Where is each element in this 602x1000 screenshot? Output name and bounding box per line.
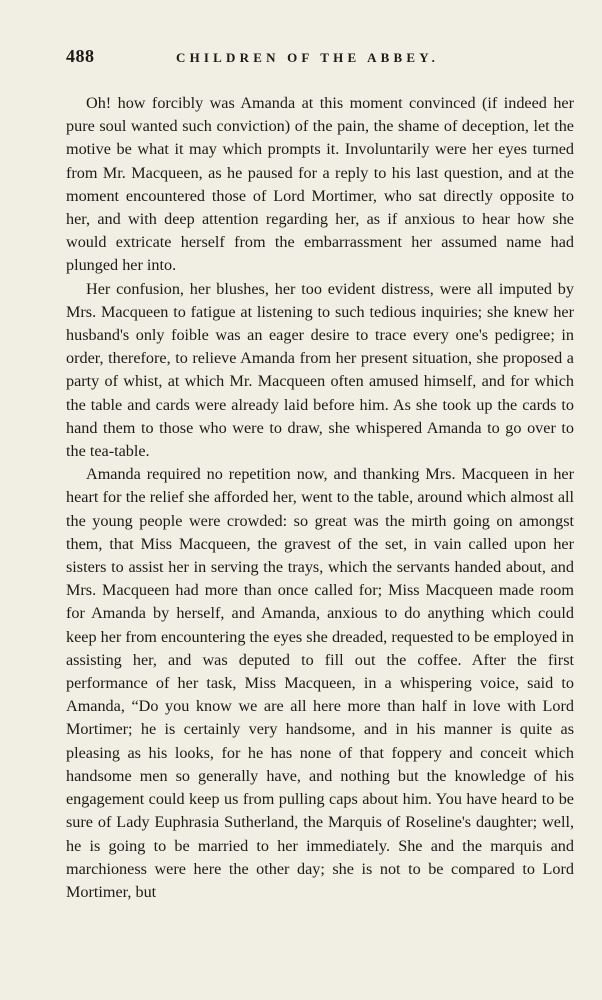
paragraph: Oh! how forcibly was Amanda at this moment convinced (if indeed her pure soul wanted such conviction) of the pain, the shame of deception, let the motive be what it may which prompts it. Involuntarily were her eyes turned from Mr. Macqueen, as he paused for a reply to his last question, and at the moment encountered those of Lord Mortimer, who sat directly opposite to her, and with deep attention regarding her, as if anxious to hear how she would extricate herself from the embarrassment her assumed name had plunged her into. bbox=[66, 94, 574, 275]
page-number: 488 bbox=[66, 46, 95, 66]
body-text bbox=[66, 92, 574, 904]
page-header bbox=[66, 46, 574, 74]
paragraph: Amanda required no repetition now, and thanking Mrs. Macqueen in her heart for the relief she afforded her, went to the table, around which almost all the young people were crowded: so great was the mirth going on amongst them, that Miss Macqueen, the gravest of the set, in vain called upon her sisters to assist her in serving the trays, which the servants handed about, and Mrs. Macqueen had more than once called for; Miss Macqueen made room for Amanda by herself, and Amanda, anxious to do anything which could keep her from encountering the eyes she dreaded, requested to be employed in assisting her, and was deputed to fill out the coffee. After the first performance of her task, Miss Macqueen, in a whispering voice, said to Amanda, “Do you know we are all here more than half in love with Lord Mortimer; he is certainly very handsome, and in his manner is quite as pleasing as his looks, for he has none of that foppery and conceit which handsome men so generally have, and nothing but the knowledge of his engagement could keep us from pulling caps about him. You have heard to be sure of Lady Euphrasia Sutherland, the Marquis of Roseline's daughter; well, he is going to be married to her immediately. She and the marquis and marchioness were here the other day; she is not to be compared to Lord Mortimer, but bbox=[66, 465, 574, 901]
running-title: CHILDREN OF THE ABBEY. bbox=[176, 50, 440, 65]
paragraph: Her confusion, her blushes, her too evident distress, were all imputed by Mrs. Macqueen to fatigue at listening to such tedious inquiries; she knew her husband's only foible was an eager desire to trace every one's pedigree; in order, therefore, to relieve Amanda from her present situation, she proposed a party of whist, at which Mr. Macqueen often amused himself, and for which the table and cards were already laid before him. As she took up the cards to hand them to those who were to draw, she whispered Amanda to go over to the tea-table. bbox=[66, 279, 574, 461]
